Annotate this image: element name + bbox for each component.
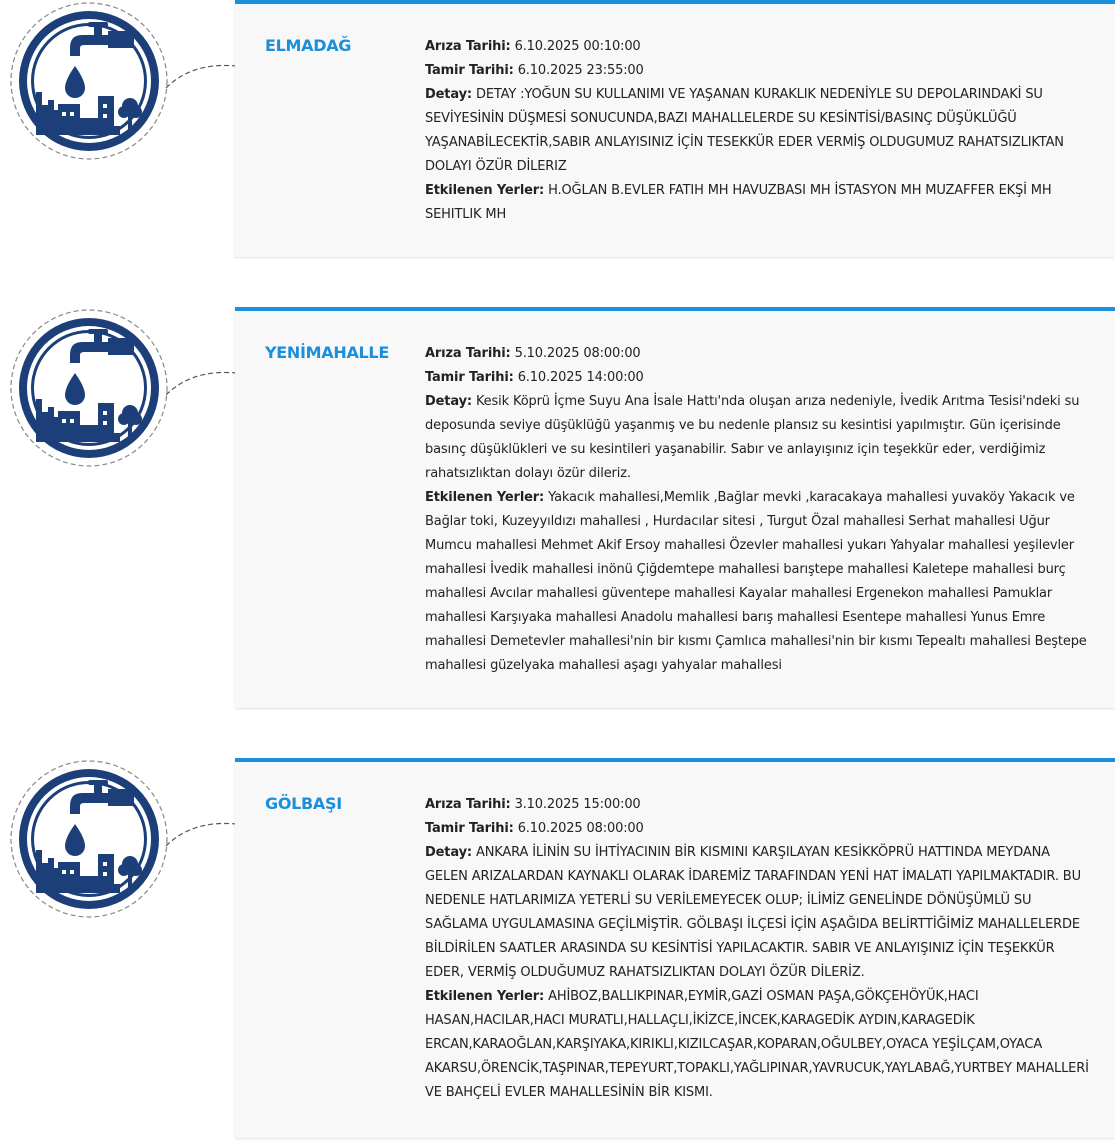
outage-info <box>425 793 1095 1105</box>
water-faucet-city-icon <box>8 307 170 469</box>
district-name: GÖLBAŞI <box>265 794 342 813</box>
detail-text: DETAY :YOĞUN SU KULLANIMI VE YAŞANAN KURAKLIK NEDENİYLE SU DEPOLARINDAKİ SU SEVİYESİNİN DÜŞMESİ SONUCUNDA,BAZI MAHALLELERDE SU KESİNTİSİ/BASINÇ DÜŞÜKLÜĞÜ YAŞANABİLECEKTİR,SABIR ANLAYISINIZ İÇİN TESEKKÜR EDER VERMİŞ OLDUGUMUZ RAHATSIZLIKTAN DOLAYI ÖZÜR DİLERIZ <box>425 87 1064 174</box>
repair-date-label: Tamir Tarihi: <box>425 370 514 385</box>
district-name: ELMADAĞ <box>265 36 352 55</box>
repair-date-row <box>425 817 1095 841</box>
affected-label: Etkilenen Yerler: <box>425 989 545 1004</box>
fault-date-row <box>425 342 1095 366</box>
outage-card <box>235 0 1115 257</box>
detail-row <box>425 390 1095 486</box>
repair-date-row <box>425 366 1095 390</box>
outage-card <box>235 307 1115 708</box>
detail-label: Detay: <box>425 394 472 409</box>
outage-card <box>235 758 1115 1138</box>
fault-date-label: Arıza Tarihi: <box>425 346 511 361</box>
affected-text: AHİBOZ,BALLIKPINAR,EYMİR,GAZİ OSMAN PAŞA,GÖKÇEHÖYÜK,HACI HASAN,HACILAR,HACI MURATLI,HALLAÇLI,İKİZCE,İNCEK,KARAGEDİK AYDIN,KARAGEDİK ERCAN,KARAOĞLAN,KARŞIYAKA,KIRIKLI,KIZILCAŞAR,KOPARAN,OĞULBEY,OYACA YEŞİLÇAM,OYACA AKARSU,ÖRENCİK,TAŞPINAR,TEPEYURT,TOPAKLI,YAĞLIPINAR,YAVRUCUK,YAYLABAĞ,YURTBEY MAHALLERİ VE BAHÇELİ EVLER MAHALLESİNİN BİR KISMI. <box>425 989 1089 1100</box>
detail-text: ANKARA İLİNİN SU İHTİYACININ BİR KISMINI KARŞILAYAN KESİKKÖPRÜ HATTINDA MEYDANA GELEN ARIZALARDAN KAYNAKLI OLARAK İDAREMİZ TARAFINDAN YENİ HAT İMALATI YAPILMAKTADIR. BU NEDENLE HATLARIMIZA YETERLİ SU VERİLEMEYECEK OLUP; İLİMİZ GENELİNDE DÖNÜŞÜMLÜ SU SAĞLAMA UYGULAMASINA GEÇİLMİŞTİR. GÖLBAŞI İLÇESİ İÇİN AŞAĞIDA BELİRTTİĞİMİZ MAHALLELERDE BİLDİRİLEN SAATLER ARASINDA SU KESİNTİSİ YAPILACAKTIR. SABIR VE ANLAYIŞINIZ İÇİN TEŞEKKÜR EDER, VERMİŞ OLDUĞUMUZ RAHATSIZLIKTAN DOLAYI ÖZÜR DİLERİZ. <box>425 845 1081 980</box>
repair-date-label: Tamir Tarihi: <box>425 821 514 836</box>
affected-label: Etkilenen Yerler: <box>425 183 545 198</box>
detail-label: Detay: <box>425 845 472 860</box>
detail-row <box>425 841 1095 985</box>
affected-row <box>425 179 1095 227</box>
timeline-connector <box>162 361 242 401</box>
detail-text: Kesik Köprü İçme Suyu Ana İsale Hattı'nda oluşan arıza nedeniyle, İvedik Arıtma Tesisi'ndeki su deposunda seviye düşüklüğü yaşanmış ve bu nedenle plansız su kesintisi yapılmıştır. Gün içerisinde basınç düşüklükleri ve su kesintileri yaşanabilir. Sabır ve anlayışınız için teşekkür eder, verdiğimiz rahatsızlıktan dolayı özür dileriz. <box>425 394 1080 481</box>
affected-row <box>425 985 1095 1105</box>
fault-date-label: Arıza Tarihi: <box>425 39 511 54</box>
repair-date-row <box>425 59 1095 83</box>
affected-text: H.OĞLAN B.EVLER FATIH MH HAVUZBASI MH İSTASYON MH MUZAFFER EKŞİ MH SEHITLIK MH <box>425 183 1052 222</box>
fault-date-value: 5.10.2025 08:00:00 <box>514 346 641 361</box>
repair-date-value: 6.10.2025 23:55:00 <box>517 63 644 78</box>
fault-date-value: 3.10.2025 15:00:00 <box>514 797 641 812</box>
outage-info <box>425 342 1095 678</box>
fault-date-value: 6.10.2025 00:10:00 <box>514 39 641 54</box>
timeline-connector <box>162 812 242 852</box>
repair-date-value: 6.10.2025 08:00:00 <box>517 821 644 836</box>
fault-date-row <box>425 35 1095 59</box>
outage-info <box>425 35 1095 227</box>
timeline-connector <box>162 54 242 94</box>
affected-label: Etkilenen Yerler: <box>425 490 545 505</box>
detail-row <box>425 83 1095 179</box>
water-faucet-city-icon <box>8 758 170 920</box>
detail-label: Detay: <box>425 87 472 102</box>
fault-date-label: Arıza Tarihi: <box>425 797 511 812</box>
water-faucet-city-icon <box>8 0 170 162</box>
district-name: YENİMAHALLE <box>265 343 389 362</box>
affected-row <box>425 486 1095 678</box>
repair-date-label: Tamir Tarihi: <box>425 63 514 78</box>
fault-date-row <box>425 793 1095 817</box>
repair-date-value: 6.10.2025 14:00:00 <box>517 370 644 385</box>
affected-text: Yakacık mahallesi,Memlik ,Bağlar mevki ,karacakaya mahallesi yuvaköy Yakacık ve Bağlar toki, Kuzeyyıldızı mahallesi , Hurdacılar sitesi , Turgut Özal mahallesi Serhat mahallesi Uğur Mumcu mahallesi Mehmet Akif Ersoy mahallesi Özevler mahallesi yukarı Yahyalar mahallesi yeşilevler mahallesi İvedik mahallesi inönü Çiğdemtepe mahallesi barıştepe mahallesi Kaletepe mahallesi burç mahallesi Avcılar mahallesi güventepe mahallesi Kayalar mahallesi Ergenekon mahallesi Pamuklar mahallesi Karşıyaka mahallesi Anadolu mahallesi barış mahallesi Esentepe mahallesi Yunus Emre mahallesi Demetevler mahallesi'nin bir kısmı Çamlıca mahallesi'nin bir kısmı Tepealtı mahallesi Beştepe mahallesi güzelyaka mahallesi aşagı yahyalar mahallesi <box>425 490 1087 673</box>
